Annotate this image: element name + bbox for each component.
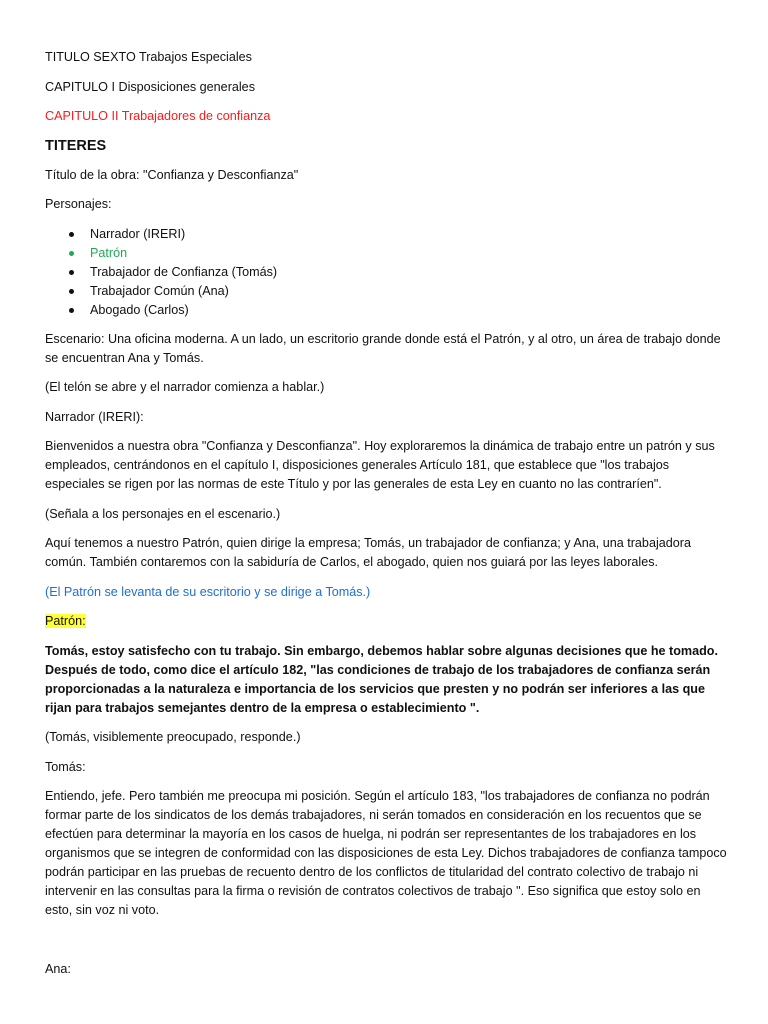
heading-titeres: TITERES [45,137,107,154]
tomas-paragraph: Entiendo, jefe. Pero también me preocupa mi posición. Según el artículo 183, "los trabajadores de confianza no podrán formar parte de los sindicatos de los demás trabajadores, ni serán tomados en consideración en los recuentos que se efectúen para determinar la mayoría en los casos de huelga, ni podrán ser representantes de los trabajadores en los organismos que se integren de conformidad con las disposiciones de esta Ley. Dichos trabajadores de confianza tampoco podrán participar en las pruebas de recuento dentro de los conflictos de titularidad del contrato colectivo de trabajo ni intervenir en las consultas para la firma o revisión de contratos colectivos de trabajo ". Eso significa que estoy solo en esto, sin voz ni voto. [45,789,727,917]
capitulo-i: CAPITULO I Disposiciones generales [45,79,255,94]
stage-direction: (Señala a los personajes en el escenario.) [45,506,281,521]
patron-paragraph: Tomás, estoy satisfecho con tu trabajo. Sin embargo, debemos hablar sobre algunas decisiones que he tomado. Después de todo, como dice el artículo 182, "las condiciones de trabajo de los trabajadores de confianza serán proporcionadas a la naturaleza e importancia de los servicios que presten y no podrán ser inferiores a las que rijan para trabajos semejantes dentro de la empresa o establecimiento ". [45,643,718,715]
stage-direction: (Tomás, visiblemente preocupado, responde.) [45,730,301,744]
stage-direction-blue: (El Patrón se levanta de su escritorio y se dirige a Tomás.) [45,584,371,599]
list-item: Patrón [90,244,728,263]
capitulo-ii: CAPITULO II Trabajadores de confianza [45,109,271,123]
list-item: Trabajador de Confianza (Tomás) [90,263,728,282]
work-title: Título de la obra: "Confianza y Desconfianza" [45,167,299,182]
speaker-narrator: Narrador (IRERI): [45,409,144,424]
speaker-tomas: Tomás: [45,759,86,774]
spacer [45,931,728,960]
speaker-patron [45,612,728,631]
title-sexto: TITULO SEXTO Trabajos Especiales [45,50,252,64]
list-item: Narrador (IRERI) [90,225,728,244]
characters-list [45,225,728,320]
scenario-paragraph: Escenario: Una oficina moderna. A un lado, un escritorio grande donde está el Patrón, y al otro, un área de trabajo donde se encuentran Ana y Tomás. [45,331,721,365]
stage-direction: (El telón se abre y el narrador comienza a hablar.) [45,380,325,394]
narrator-paragraph: Bienvenidos a nuestra obra "Confianza y Desconfianza". Hoy exploraremos la dinámica de trabajo entre un patrón y sus empleados, centrándonos en el capítulo I, disposiciones generales Artículo 181, que establece que "los trabajos especiales se rigen por las normas de este Título y por las generales de esta Ley en cuanto no las contraríen". [45,439,715,491]
speaker-patron-highlight: Patrón: [45,614,86,628]
characters-label: Personajes: [45,197,112,211]
list-item: Abogado (Carlos) [90,301,728,320]
narrator-paragraph-2: Aquí tenemos a nuestro Patrón, quien dirige la empresa; Tomás, un trabajador de confianza; y Ana, una trabajadora común. También contaremos con la sabiduría de Carlos, el abogado, quien nos guiará por las leyes laborales. [45,536,691,569]
speaker-ana: Ana: [45,961,71,976]
list-item: Trabajador Común (Ana) [90,282,728,301]
